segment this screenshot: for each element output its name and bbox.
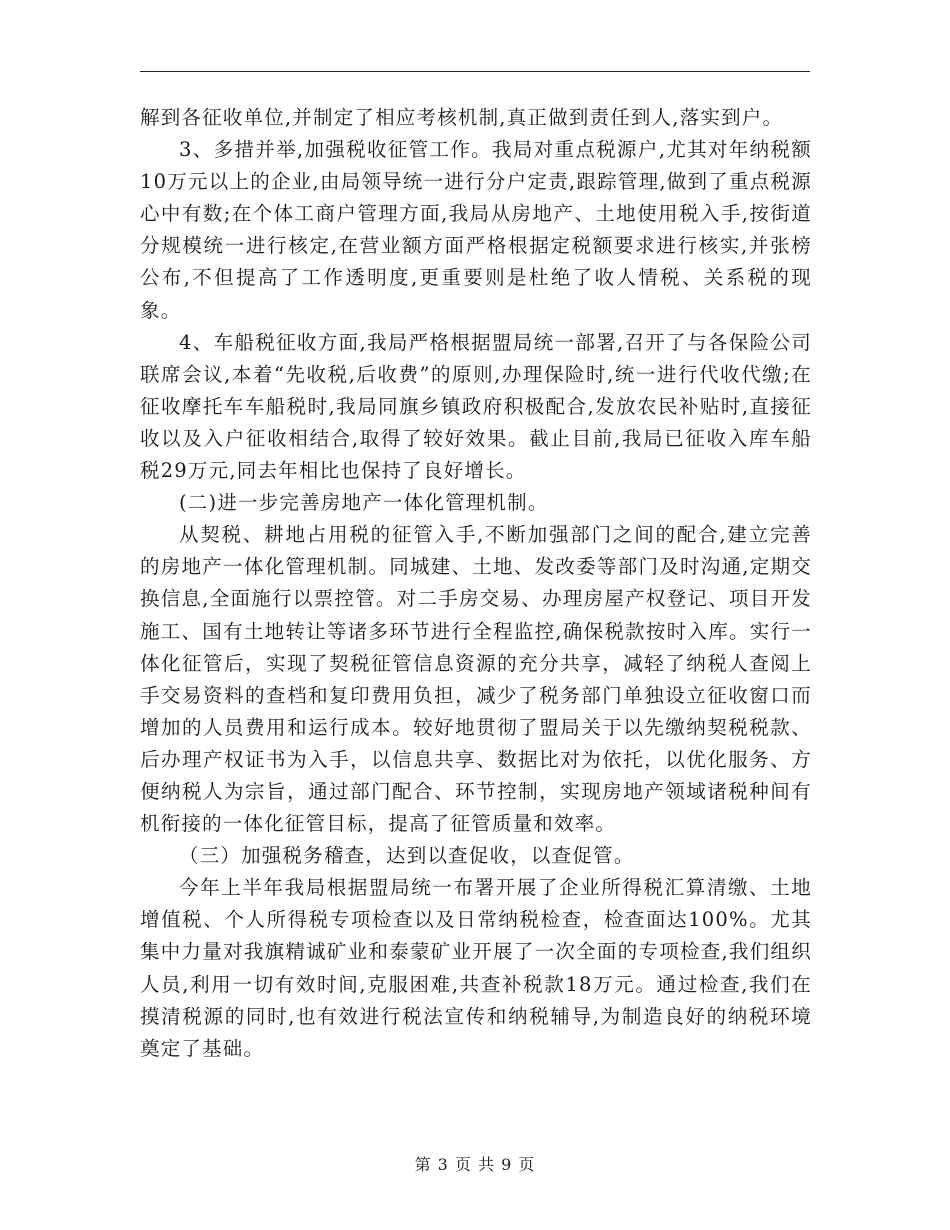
paragraph-real-estate: 从契税、耕地占用税的征管入手,不断加强部门之间的配合,建立完善的房地产一体化管理机制。同城建、土地、发改委等部门及时沟通,定期交换信息,全面施行以票控管。对二手房交易、办理房屋产权登记、项目开发施工、国有土地转让等诸多环节进行全程监控,确保税款按时入库。实行一体化征管后，实现了契税征管信息资源的充分共享，减轻了纳税人查阅上手交易资料的查档和复印费用负担，减少了税务部门单独设立征收窗口而增加的人员费用和运行成本。较好地贯彻了盟局关于以先缴纳契税税款、后办理产权证书为入手，以信息共享、数据比对为依托，以优化服务、方便纳税人为宗旨，通过部门配合、环节控制，实现房地产领域诸税种间有机衔接的一体化征管目标，提高了征管质量和效率。	[140, 523, 812, 836]
paragraph-item-4: 4、车船税征收方面,我局严格根据盟局统一部署,召开了与各保险公司联席会议,本着“先收税,后收费”的原则,办理保险时,统一进行代收代缴;在征收摩托车车船税时,我局同旗乡镇政府积极配合,发放农民补贴时,直接征收以及入户征收相结合,取得了较好效果。截止目前,我局已征收入库车船税29万元,同去年相比也保持了良好增长。	[140, 330, 812, 483]
document-body	[140, 102, 812, 1065]
paragraph-audit: 今年上半年我局根据盟局统一布署开展了企业所得税汇算清缴、土地增值税、个人所得税专项检查以及日常纳税检查，检查面达100%。尤其集中力量对我旗精诚矿业和泰蒙矿业开展了一次全面的专项检查,我们组织人员,利用一切有效时间,克服困难,共查补税款18万元。通过检查,我们在摸清税源的同时,也有效进行税法宣传和纳税辅导,为制造良好的纳税环境奠定了基础。	[140, 876, 812, 1060]
paragraph-continuation: 解到各征收单位,并制定了相应考核机制,真正做到责任到人,落实到户。	[140, 106, 784, 129]
paragraph-item-3: 3、多措并举,加强税收征管工作。我局对重点税源户,尤其对年纳税额10万元以上的企业,由局领导统一进行分户定责,跟踪管理,做到了重点税源心中有数;在个体工商户管理方面,我局从房地产、土地使用税入手,按街道分规模统一进行核定,在营业额方面严格根据定税额要求进行核实,并张榜公布,不但提高了工作透明度,更重要则是杜绝了收人情税、关系税的现象。	[140, 138, 812, 322]
section-heading-2: (二)进一步完善房地产一体化管理机制。	[179, 491, 549, 515]
page-number: 第 3 页 共 9 页	[414, 1155, 536, 1174]
header-rule	[140, 71, 810, 72]
section-heading-3: （三）加强税务稽查，达到以查促收，以查促管。	[179, 844, 635, 868]
